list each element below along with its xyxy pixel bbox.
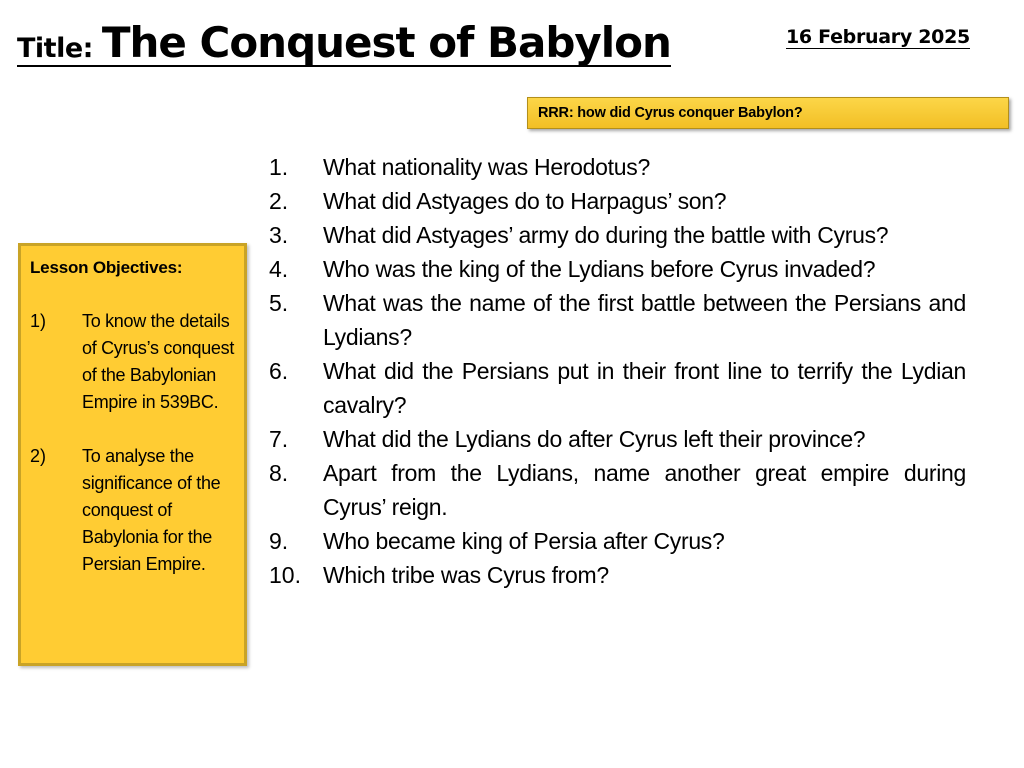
- question-text: Apart from the Lydians, name another great empire during Cyrus’ reign.: [323, 460, 966, 520]
- question-item: [269, 456, 966, 524]
- question-item: [269, 524, 966, 558]
- question-number: 2.: [269, 188, 289, 214]
- question-item: [269, 558, 966, 592]
- rrr-text: RRR: how did Cyrus conquer Babylon?: [538, 105, 803, 121]
- question-number: 6.: [269, 358, 289, 384]
- question-item: [269, 354, 966, 422]
- question-text: What was the name of the first battle between the Persians and Lydians?: [323, 290, 966, 350]
- question-item: [269, 252, 966, 286]
- question-item: [269, 422, 966, 456]
- question-number: 3.: [269, 222, 289, 248]
- question-item: [269, 218, 966, 252]
- objective-number: 2): [30, 446, 47, 466]
- lesson-objectives-box: [18, 243, 247, 666]
- date-label: 16 February 2025: [786, 26, 970, 48]
- objectives-heading: Lesson Objectives:: [30, 258, 183, 277]
- objective-text: To analyse the significance of the conquest of Babylonia for the Persian Empire.: [82, 446, 221, 574]
- question-list: [269, 150, 966, 592]
- question-number: 8.: [269, 460, 289, 486]
- question-number: 1.: [269, 154, 289, 180]
- question-number: 9.: [269, 528, 289, 554]
- title-main: The Conquest of Babylon: [101, 18, 671, 67]
- page-title: [17, 18, 671, 67]
- objective-number: 1): [30, 311, 47, 331]
- question-number: 5.: [269, 290, 289, 316]
- question-text: What nationality was Herodotus?: [323, 154, 650, 180]
- objective-item: [30, 443, 236, 578]
- question-text: Which tribe was Cyrus from?: [323, 562, 609, 588]
- question-item: [269, 150, 966, 184]
- question-text: What did Astyages do to Harpagus’ son?: [323, 188, 727, 214]
- question-number: 4.: [269, 256, 289, 282]
- question-item: [269, 184, 966, 218]
- title-prefix: Title:: [17, 33, 102, 64]
- objective-text: To know the details of Cyrus’s conquest of the Babylonian Empire in 539BC.: [82, 311, 235, 412]
- rrr-box: [527, 97, 1009, 129]
- question-number: 7.: [269, 426, 289, 452]
- question-text: What did Astyages’ army do during the battle with Cyrus?: [323, 222, 889, 248]
- objective-item: [30, 308, 236, 416]
- question-text: Who became king of Persia after Cyrus?: [323, 528, 725, 554]
- question-text: Who was the king of the Lydians before Cyrus invaded?: [323, 256, 876, 282]
- question-text: What did the Lydians do after Cyrus left their province?: [323, 426, 866, 452]
- question-number: 10.: [269, 562, 301, 588]
- question-text: What did the Persians put in their front line to terrify the Lydian cavalry?: [323, 358, 966, 418]
- question-item: [269, 286, 966, 354]
